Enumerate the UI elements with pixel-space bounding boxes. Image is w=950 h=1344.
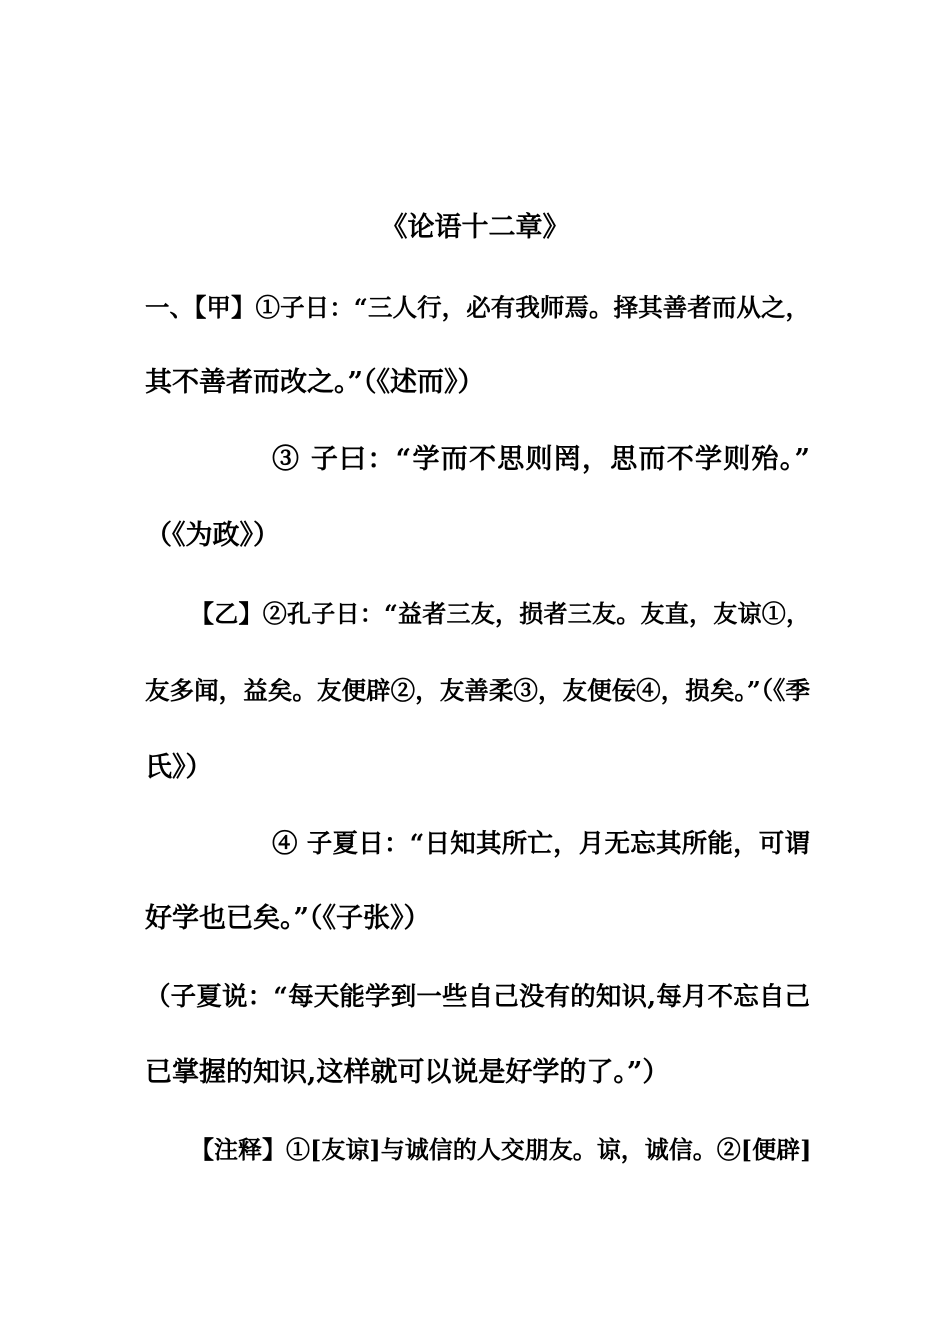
- text-line-5: 【乙】②孔子日：“益者三友，损者三友。友直，友谅①，: [190, 599, 810, 628]
- text-line-2: 其不善者而改之。”（《述而》）: [145, 367, 485, 398]
- text-line-12: 【注释】①[友谅]与诚信的人交朋友。谅，诚信。②[便辟]: [190, 1135, 812, 1164]
- text-line-9: 好学也已矣。”（《子张》）: [145, 903, 431, 934]
- text-line-1: 一、【甲】①子日：“三人行，必有我师焉。择其善者而从之，: [145, 293, 810, 322]
- text-line-7: 氏》）: [145, 752, 213, 783]
- document-title: 《论语十二章》: [380, 212, 570, 243]
- text-line-6: 友多闻，益矣。友便辟②，友善柔③，友便佞④，损矣。”（《季: [145, 676, 810, 705]
- text-line-10: （子夏说：“每天能学到一些自己没有的知识,每月不忘自己: [145, 982, 810, 1012]
- text-line-4: （《为政》）: [145, 520, 280, 551]
- text-line-3: ③ 子曰：“学而不思则罔，思而不学则殆。”: [272, 444, 810, 475]
- text-line-11: 已掌握的知识,这样就可以说是好学的了。”）: [145, 1057, 670, 1088]
- text-line-8: ④ 子夏日：“日知其所亡，月无忘其所能，可谓: [272, 829, 810, 859]
